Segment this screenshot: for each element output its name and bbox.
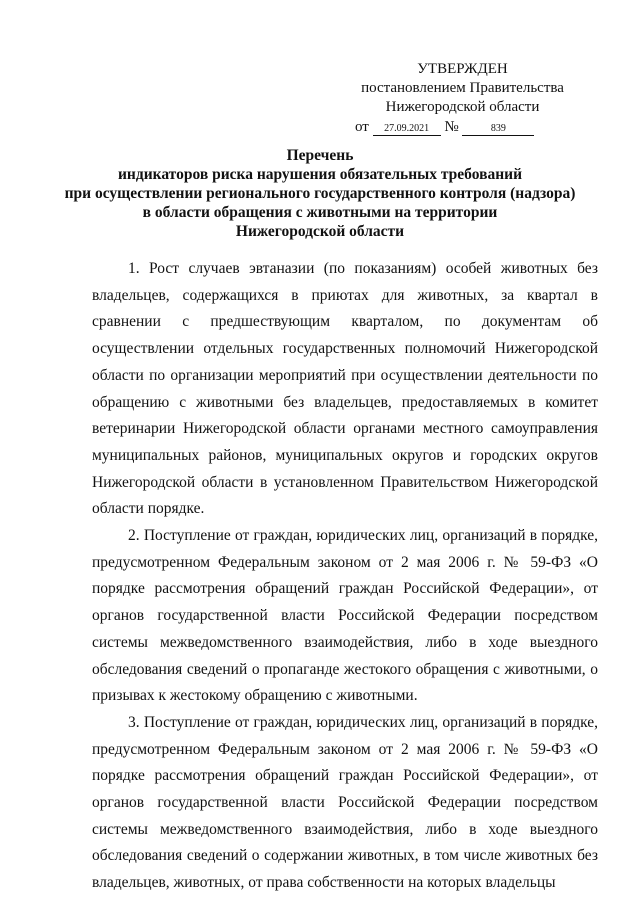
title-line-5: Нижегородской области (235, 223, 405, 240)
title-line-1: Перечень (286, 147, 354, 164)
approval-heading: УТВЕРЖДЕН (417, 61, 508, 77)
title-line-3: при осуществлении регионального государственного контроля (надзора) (64, 185, 576, 202)
approval-number: 839 (462, 122, 534, 136)
paragraph-2: 2. Поступление от граждан, юридических лиц, организаций в порядке, предусмотренном Федеральным законом от 2 мая 2006 г. № 59-ФЗ «О порядке рассмотрения обращений граждан Российской Федерации», от органов государственной власти Российской Федерации посредством системы межведомственного взаимодействия, либо в ходе выездного обследования сведений о пропаганде жестокого обращения с животными, о призывах к жестокому обращению с животными. (92, 527, 598, 705)
approval-line-1: постановлением Правительства (361, 80, 564, 96)
from-label: от (355, 119, 369, 135)
approval-date: 27.09.2021 (373, 122, 441, 136)
document-title (60, 146, 580, 241)
paragraph-1: 1. Рост случаев эвтаназии (по показаниям) особей животных без владельцев, содержащихся в приютах для животных, за квартал в сравнении с предшествующим кварталом, по документам об осуществлении отдельных государственных полномочий Нижегородской области по организации мероприятий при осуществлении деятельности по обращению с животными без владельцев, предоставляемых в комитет ветеринарии Нижегородской области органами местного самоуправления муниципальных районов, муниципальных округов и городских округов Нижегородской области в установленном Правительством Нижегородской области порядке. (92, 260, 598, 518)
paragraph-3: 3. Поступление от граждан, юридических лиц, организаций в порядке, предусмотренном Федеральным законом от 2 мая 2006 г. № 59-ФЗ «О порядке рассмотрения обращений граждан Российской Федерации», от органов государственной власти Российской Федерации посредством системы межведомственного взаимодействия, либо в ходе выездного обследования сведений о содержании животных, в том числе животных без владельцев, животных, от права собственности на которых владельцы (92, 713, 598, 892)
title-line-2: индикаторов риска нарушения обязательных требований (118, 166, 522, 183)
approval-line-2: Нижегородской области (385, 99, 540, 115)
number-label: № (444, 119, 459, 135)
title-line-4: в области обращения с животными на территории (142, 204, 498, 221)
approval-block (355, 60, 570, 137)
approval-date-line (355, 118, 570, 137)
document-body (92, 256, 598, 897)
